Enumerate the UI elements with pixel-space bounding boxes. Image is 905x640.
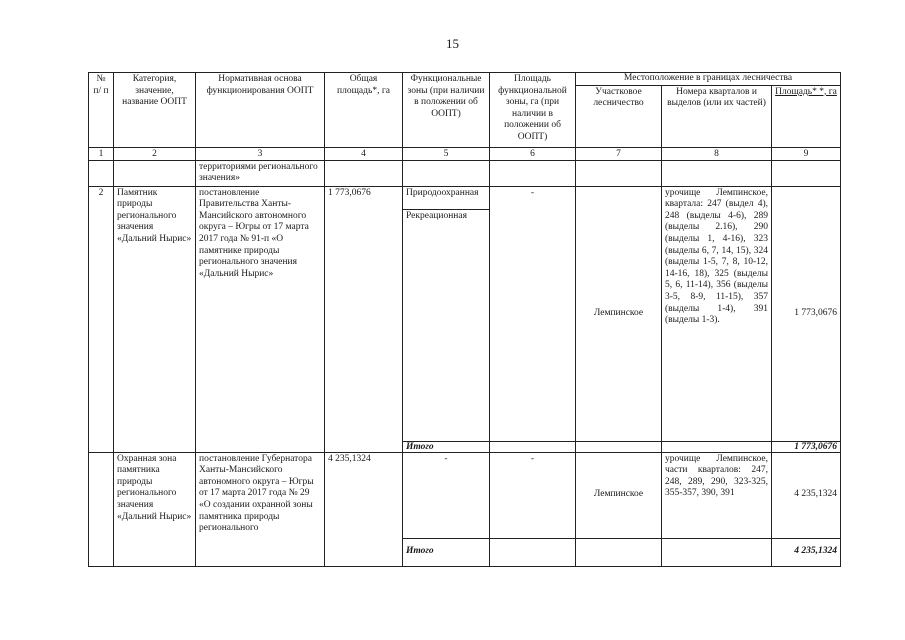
- col-number: 6: [490, 147, 576, 160]
- header-zones: Функциональные зоны (при наличии в положении об ООПТ): [403, 73, 490, 148]
- col-number: 5: [403, 147, 490, 160]
- continuation-text: территориями регионального значения»: [196, 160, 325, 186]
- total-value: 4 235,1324: [772, 538, 841, 566]
- col-number: 2: [114, 147, 196, 160]
- zone-area-cell: -: [490, 452, 576, 538]
- forestry-cell: Лемпинское: [576, 186, 662, 441]
- zone-area-cell: -: [490, 186, 576, 441]
- category-cell: Охранная зона памятника природы регионального значения «Дальний Нырис»: [114, 452, 196, 566]
- header-total-area: Общая площадь*, га: [325, 73, 403, 148]
- header-quarters: Номера кварталов и выделов (или их частей): [662, 85, 772, 147]
- row-number: 2: [89, 186, 114, 452]
- table-row: [89, 186, 841, 209]
- table-row: [89, 452, 841, 538]
- quarters-cell: урочище Лемпинское, части кварталов: 247, 248, 289, 290, 323-325, 355-357, 390, 391: [662, 452, 772, 538]
- forestry-cell: Лемпинское: [576, 452, 662, 538]
- total-value: 1 773,0676: [772, 441, 841, 452]
- basis-cell: постановление Правительства Ханты-Мансийского автономного округа – Югры от 17 марта 2017 года № 91-п «О памятнике природы регионального значения «Дальний Нырис»: [196, 186, 325, 452]
- loc-area-cell: 4 235,1324: [772, 452, 841, 538]
- table-row: [89, 160, 841, 186]
- basis-cell: постановление Губернатора Ханты-Мансийского автономного округа – Югры от 17 марта 2017 года № 29 «О создании охранной зоны памятника природы регионального: [196, 452, 325, 566]
- quarters-cell: урочище Лемпинское, квартала: 247 (выдел 4), 248 (выделы 4-6), 289 (выделы 2.16), 290 (выделы 1, 4-16), 323 (выделы 6, 7, 14, 15), 324 (выделы 1-5, 7, 8, 10-12, 14-16, 18), 325 (выделы 5, 6, 11-14), 356 (выделы 3-5, 8-9, 11-15), 357 (выделы 1-4), 391 (выделы 1-3).: [662, 186, 772, 441]
- col-number: 9: [772, 147, 841, 160]
- header-forestry: Участковое лесничество: [576, 85, 662, 147]
- col-number: 3: [196, 147, 325, 160]
- header-location-group: Местоположение в границах лесничества: [576, 73, 841, 86]
- header-category: Категория, значение, название ООПТ: [114, 73, 196, 148]
- zone-cell: Природоохранная: [403, 186, 490, 209]
- total-label: Итого: [403, 538, 490, 566]
- area-cell: 4 235,1324: [325, 452, 403, 566]
- header-loc-area: Площадь* *, га: [772, 85, 841, 147]
- protected-areas-table: [88, 72, 841, 567]
- loc-area-cell: 1 773,0676: [772, 186, 841, 441]
- header-zone-area: Площадь функциональной зоны, га (при наличии в положении об ООПТ): [490, 73, 576, 148]
- header-num: № п/ п: [89, 73, 114, 148]
- col-number: 8: [662, 147, 772, 160]
- table-header-row: [89, 73, 841, 86]
- col-number: 1: [89, 147, 114, 160]
- zone-cell: Рекреационная: [403, 209, 490, 441]
- col-number: 7: [576, 147, 662, 160]
- area-cell: 1 773,0676: [325, 186, 403, 452]
- column-number-row: [89, 147, 841, 160]
- total-label: Итого: [403, 441, 490, 452]
- header-basis: Нормативная основа функционирования ООПТ: [196, 73, 325, 148]
- page-number: 15: [446, 36, 459, 51]
- col-number: 4: [325, 147, 403, 160]
- category-cell: Памятник природы регионального значения «Дальний Нырис»: [114, 186, 196, 452]
- zone-cell: -: [403, 452, 490, 538]
